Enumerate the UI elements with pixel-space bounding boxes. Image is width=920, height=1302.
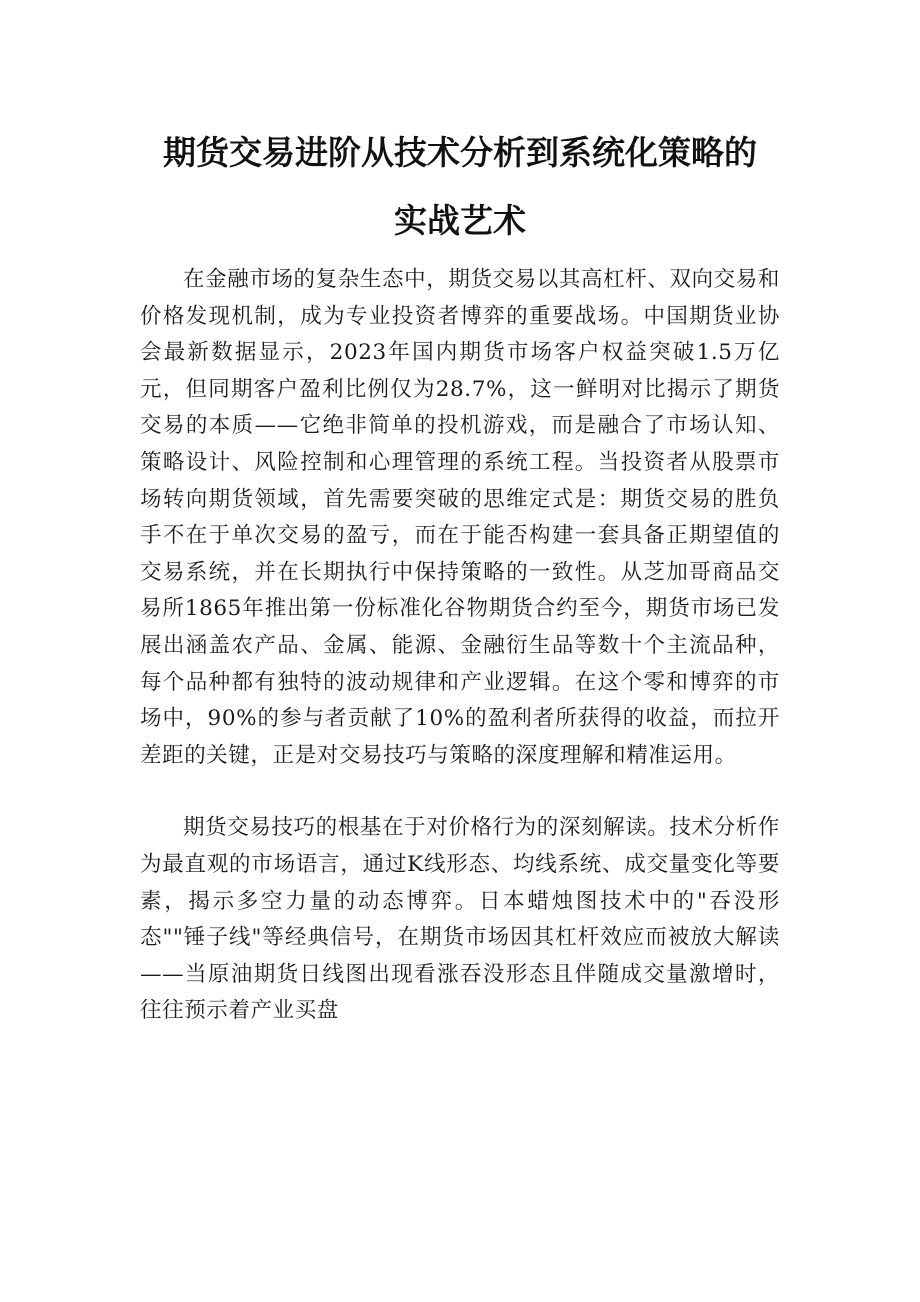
document-body xyxy=(140,262,780,1030)
document-title-line-1: 期货交易进阶从技术分析到系统化策略的 xyxy=(163,133,757,172)
body-paragraph-2: 期货交易技巧的根基在于对价格行为的深刻解读。技术分析作为最直观的市场语言，通过K线形态、均线系统、成交量变化等要素，揭示多空力量的动态博弈。日本蜡烛图技术中的"吞没形态""锤子线"等经典信号，在期货市场因其杠杆效应而被放大解读——当原油期货日线图出现看涨吞没形态且伴随成交量激增时，往往预示着产业买盘 xyxy=(140,815,780,1024)
document-title-line-2: 实战艺术 xyxy=(394,201,526,240)
body-paragraph-1: 在金融市场的复杂生态中，期货交易以其高杠杆、双向交易和价格发现机制，成为专业投资者博弈的重要战场。中国期货业协会最新数据显示，2023年国内期货市场客户权益突破1.5万亿元，但同期客户盈利比例仅为28.7%，这一鲜明对比揭示了期货交易的本质——它绝非简单的投机游戏，而是融合了市场认知、策略设计、风险控制和心理管理的系统工程。当投资者从股票市场转向期货领域，首先需要突破的思维定式是：期货交易的胜负手不在于单次交易的盈亏，而在于能否构建一套具备正期望值的交易系统，并在长期执行中保持策略的一致性。从芝加哥商品交易所1865年推出第一份标准化谷物期货合约至今，期货市场已发展出涵盖农产品、金属、能源、金融衍生品等数十个主流品种，每个品种都有独特的波动规律和产业逻辑。在这个零和博弈的市场中，90%的参与者贡献了10%的盈利者所获得的收益，而拉开差距的关键，正是对交易技巧与策略的深度理解和精准运用。 xyxy=(140,267,780,768)
